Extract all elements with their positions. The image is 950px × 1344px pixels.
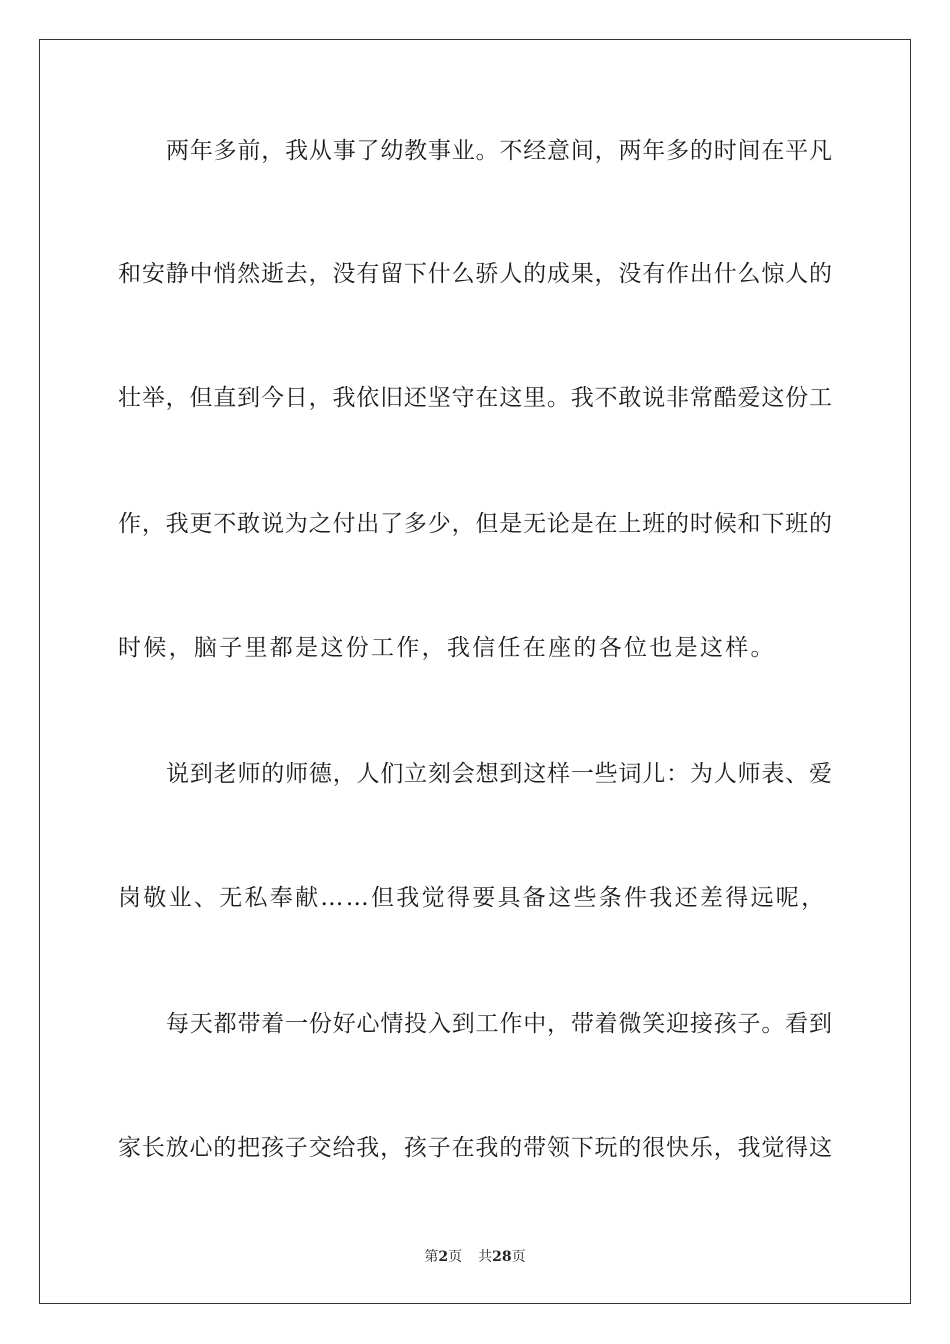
paragraph-3-line-1: 每天都带着一份好心情投入到工作中，带着微笑迎接孩子。看到: [166, 1011, 832, 1037]
paragraph-1-line-2: 和安静中悄然逝去，没有留下什么骄人的成果，没有作出什么惊人的: [118, 261, 832, 287]
page-border: [39, 39, 911, 1304]
paragraph-1-line-4: 作，我更不敢说为之付出了多少，但是无论是在上班的时候和下班的: [118, 511, 832, 537]
paragraph-2-line-2: 岗敬业、无私奉献……但我觉得要具备这些条件我还差得远呢，: [118, 885, 827, 911]
paragraph-1-line-3: 壮举，但直到今日，我依旧还坚守在这里。我不敢说非常酷爱这份工: [118, 385, 832, 411]
paragraph-3-line-2: 家长放心的把孩子交给我，孩子在我的带领下玩的很快乐，我觉得这: [118, 1135, 832, 1161]
page-total: 共28页: [478, 1249, 526, 1265]
page-number: 第2页: [424, 1249, 463, 1265]
paragraph-1-line-5: 时候，脑子里都是这份工作，我信任在座的各位也是这样。: [118, 635, 776, 661]
page-footer: [0, 1247, 950, 1267]
paragraph-1-line-1: 两年多前，我从事了幼教事业。不经意间，两年多的时间在平凡: [166, 138, 832, 164]
paragraph-2-line-1: 说到老师的师德，人们立刻会想到这样一些词儿：为人师表、爱: [166, 761, 832, 787]
